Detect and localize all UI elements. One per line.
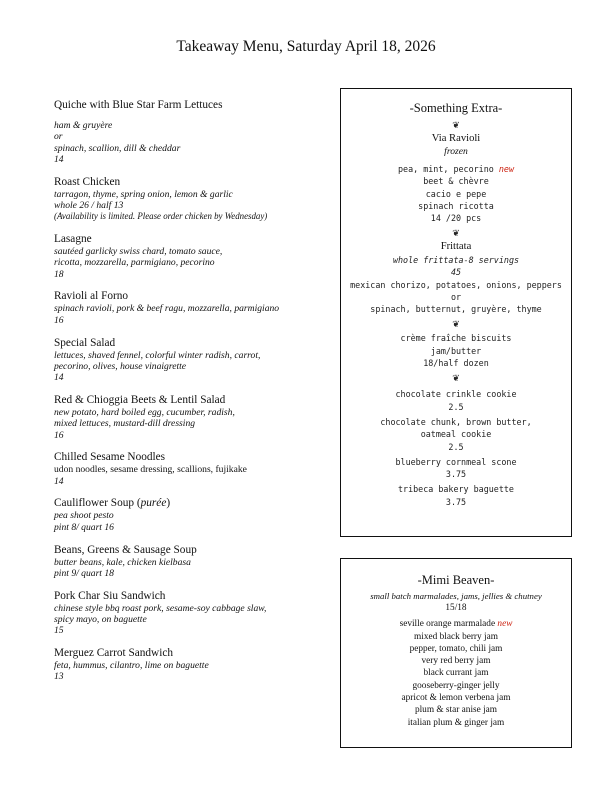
ravioli-flavor: beet & chèvre [423, 176, 489, 187]
item-name: Cauliflower Soup (purée) [54, 497, 171, 510]
menu-item-quiche-options [54, 120, 332, 165]
ravioli-flavor: cacio e pepe [425, 188, 487, 199]
frittata-price: 45 [450, 267, 462, 278]
mimi-beaven-box [340, 558, 572, 748]
item-line: spicy mayo, on baguette [54, 613, 147, 625]
item-line: butter beans, kale, chicken kielbasa [54, 556, 191, 568]
ornament-icon: ❦ [452, 374, 460, 385]
jam-item: seville orange marmalade new [399, 619, 513, 630]
menu-item-lasagne [54, 233, 332, 280]
item-line: new potato, hard boiled egg, cucumber, radish, [54, 406, 235, 418]
frittata-line: or [450, 291, 462, 302]
jam-item: black currant jam [423, 668, 489, 679]
menu-item-pork-char-siu [54, 590, 332, 637]
ornament-icon: ❦ [452, 229, 460, 240]
item-line: udon noodles, sesame dressing, scallions, fujikake [54, 464, 247, 476]
item-line: sautéed garlicky swiss chard, tomato sauce, [54, 246, 223, 258]
item-line: pint 8/ quart 16 [54, 521, 114, 533]
item-name: Chilled Sesame Noodles [54, 451, 166, 464]
item-line: chinese style bbq roast pork, sesame-soy cabbage slaw, [54, 602, 267, 614]
mimi-beaven-price: 15/18 [445, 603, 467, 613]
jam-item: plum & star anise jam [414, 705, 498, 716]
item-name: Quiche with Blue Star Farm Lettuces [54, 99, 223, 111]
item-line: spinach ravioli, pork & beef ragu, mozzarella, parmigiano [54, 303, 280, 315]
biscuits-line: jam/butter [430, 345, 482, 356]
item-price: 14 [54, 475, 64, 487]
menu-item-beans-greens-soup [54, 544, 332, 580]
bake-line: tribeca bakery baguette [398, 484, 514, 495]
ornament-icon: ❦ [452, 121, 460, 131]
biscuits-line: 18/half dozen [423, 358, 489, 369]
item-line: spinach, scallion, dill & cheddar [54, 142, 181, 154]
frittata-sub: whole frittata-8 servings [392, 254, 520, 265]
menu-item-roast-chicken [54, 176, 332, 223]
bake-line: oatmeal cookie [420, 429, 492, 440]
item-price: 18 [54, 268, 64, 280]
menu-item-beet-lentil-salad [54, 394, 332, 441]
item-line: feta, hummus, cilantro, lime on baguette [54, 660, 209, 672]
mimi-beaven-title: -Mimi Beaven- [417, 573, 495, 587]
item-line: pint 9/ quart 18 [54, 567, 114, 579]
jam-item: italian plum & ginger jam [407, 717, 505, 728]
main-menu-list [54, 99, 332, 693]
something-extra-box [340, 88, 572, 537]
menu-item-quiche-heading [54, 99, 332, 112]
bake-price: 2.5 [448, 401, 464, 412]
ornament-icon: ❦ [452, 320, 460, 331]
ravioli-flavor: pea, mint, pecorino new [398, 164, 514, 174]
via-ravioli-sub: frozen [444, 145, 468, 157]
biscuits-line: crème fraîche biscuits [400, 333, 512, 344]
something-extra-title: -Something Extra- [409, 101, 503, 115]
bake-price: 3.75 [445, 496, 467, 507]
jam-item: mixed black berry jam [414, 631, 498, 642]
bake-line: chocolate crinkle cookie [395, 389, 517, 400]
item-note: (Availability is limited. Please order chicken by Wednesday) [54, 211, 268, 222]
item-name: Roast Chicken [54, 175, 121, 188]
frittata-line: spinach, butternut, gruyère, thyme [370, 304, 542, 315]
item-line: lettuces, shaved fennel, colorful winter radish, carrot, [54, 349, 261, 361]
item-line: pecorino, olives, house vinaigrette [54, 360, 187, 372]
item-name: Red & Chioggia Beets & Lentil Salad [54, 393, 226, 406]
item-price: 13 [54, 671, 64, 683]
bake-price: 3.75 [445, 469, 467, 480]
item-name-text: Cauliflower Soup [54, 497, 135, 510]
item-line: tarragon, thyme, spring onion, lemon & garlic [54, 188, 233, 200]
item-price: 16 [54, 429, 64, 441]
jam-item: very red berry jam [421, 656, 491, 667]
item-name: Pork Char Siu Sandwich [54, 589, 166, 602]
bake-line: blueberry cornmeal scone [395, 456, 517, 467]
item-name: Ravioli al Forno [54, 290, 129, 303]
new-badge: new [498, 164, 514, 174]
new-badge: new [497, 619, 513, 630]
ravioli-price: 14 /20 pcs [430, 213, 482, 224]
item-line: or [54, 131, 63, 143]
bake-line: chocolate chunk, brown butter, [380, 416, 532, 427]
menu-item-ravioli-al-forno [54, 290, 332, 326]
jam-item: apricot & lemon verbena jam [401, 693, 511, 704]
ravioli-flavor: spinach ricotta [418, 200, 494, 211]
jam-item: pepper, tomato, chili jam [409, 643, 503, 654]
menu-item-cauliflower-soup [54, 497, 332, 533]
menu-item-merguez-sandwich [54, 647, 332, 683]
item-price: 14 [54, 372, 64, 384]
via-ravioli-name: Via Ravioli [431, 133, 481, 144]
item-name: Special Salad [54, 336, 116, 349]
page-title: Takeaway Menu, Saturday April 18, 2026 [176, 38, 436, 55]
item-price: 15 [54, 625, 64, 637]
item-line: mixed lettuces, mustard-dill dressing [54, 418, 196, 430]
item-price: 14 [54, 153, 64, 165]
bake-price: 2.5 [448, 441, 464, 452]
frittata-line: mexican chorizo, potatoes, onions, peppers [350, 279, 562, 290]
item-name: Beans, Greens & Sausage Soup [54, 543, 197, 556]
item-line: ricotta, mozzarella, parmigiano, pecorino [54, 257, 215, 269]
mimi-beaven-subtitle: small batch marmalades, jams, jellies & chutney [370, 591, 542, 601]
frittata-name: Frittata [440, 241, 472, 253]
menu-item-sesame-noodles [54, 451, 332, 487]
jam-item: gooseberry-ginger jelly [412, 680, 500, 691]
item-line: ham & gruyère [54, 120, 113, 131]
item-name: Lasagne [54, 233, 92, 246]
item-line: whole 26 / half 13 [54, 199, 124, 211]
item-name-paren: purée [140, 497, 167, 510]
menu-item-special-salad [54, 337, 332, 384]
item-name: Merguez Carrot Sandwich [54, 647, 174, 660]
item-price: 16 [54, 314, 64, 326]
item-line: pea shoot pesto [54, 510, 114, 522]
